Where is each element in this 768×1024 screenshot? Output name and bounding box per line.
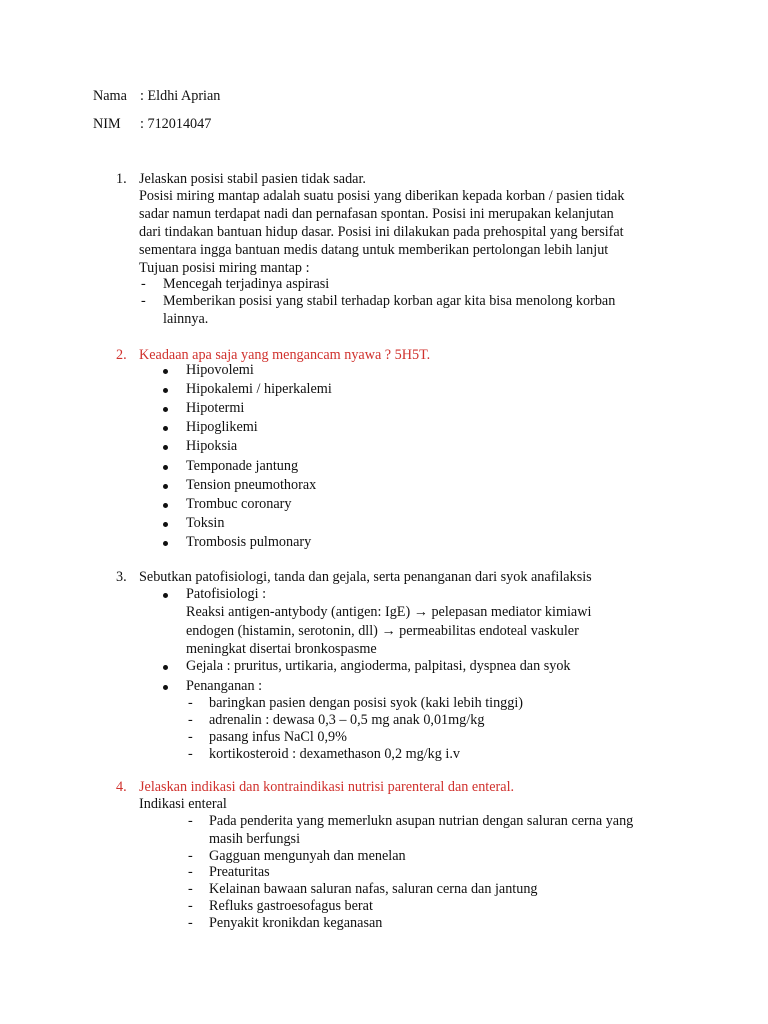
q3-pato-label: Patofisiologi :	[186, 586, 267, 602]
bullet-icon	[163, 388, 168, 393]
dash-mark: -	[188, 881, 193, 897]
dash-mark: -	[188, 898, 193, 914]
bullet-icon	[163, 503, 168, 508]
dash-mark: -	[188, 848, 193, 864]
bullet-icon	[163, 465, 168, 470]
q2-bullet-item: Hipoksia	[186, 438, 238, 454]
q4-item-cont: masih berfungsi	[209, 831, 301, 847]
q3-number: 3.	[116, 569, 127, 585]
nim-value: : 712014047	[140, 116, 212, 132]
q2-bullet-item: Toksin	[186, 515, 225, 531]
q2-bullet-item: Trombosis pulmonary	[186, 534, 312, 550]
dash-mark: -	[188, 712, 193, 728]
q1-para-line: sadar namun terdapat nadi dan pernafasan spontan. Posisi ini merupakan kelanjutan	[139, 206, 614, 222]
q4-subheading: Indikasi enteral	[139, 796, 227, 812]
q3-gejala: Gejala : pruritus, urtikaria, angioderma, palpitasi, dyspnea dan syok	[186, 658, 571, 674]
q4-question: Jelaskan indikasi dan kontraindikasi nutrisi parenteral dan enteral.	[139, 779, 515, 795]
bullet-icon	[163, 685, 168, 690]
q1-para-line: Posisi miring mantap adalah suatu posisi yang diberikan kepada korban / pasien tidak	[139, 188, 625, 204]
dash-mark: -	[141, 276, 146, 292]
q4-item: Preaturitas	[209, 864, 270, 880]
q3-penanganan-item: kortikosteroid : dexamethason 0,2 mg/kg i.v	[209, 746, 461, 762]
q2-bullet-item: Hipokalemi / hiperkalemi	[186, 381, 332, 397]
q1-dash-item-cont: lainnya.	[163, 311, 209, 327]
dash-mark: -	[188, 695, 193, 711]
bullet-icon	[163, 541, 168, 546]
bullet-icon	[163, 407, 168, 412]
q3-question: Sebutkan patofisiologi, tanda dan gejala, serta penanganan dari syok anafilaksis	[139, 569, 592, 585]
bullet-icon	[163, 665, 168, 670]
q4-item: Refluks gastroesofagus berat	[209, 898, 373, 914]
q3-penanganan-item: adrenalin : dewasa 0,3 – 0,5 mg anak 0,01mg/kg	[209, 712, 485, 728]
q2-bullet-item: Hipotermi	[186, 400, 245, 416]
q4-item: Pada penderita yang memerlukn asupan nutrian dengan saluran cerna yang	[209, 813, 634, 829]
q4-item: Kelainan bawaan saluran nafas, saluran cerna dan jantung	[209, 881, 538, 897]
bullet-icon	[163, 369, 168, 374]
q1-dash-item: Memberikan posisi yang stabil terhadap korban agar kita bisa menolong korban	[163, 293, 616, 309]
q1-para-line: dari tindakan bantuan hidup dasar. Posisi ini dilakukan pada prehospital yang bersifat	[139, 224, 624, 240]
dash-mark: -	[188, 746, 193, 762]
q3-penanganan-item: pasang infus NaCl 0,9%	[209, 729, 347, 745]
q2-question: Keadaan apa saja yang mengancam nyawa ? 5H5T.	[139, 347, 431, 363]
q3-penanganan-label: Penanganan :	[186, 678, 263, 694]
dash-mark: -	[188, 864, 193, 880]
bullet-icon	[163, 593, 168, 598]
q4-item: Penyakit kronikdan keganasan	[209, 915, 383, 931]
nama-label: Nama	[93, 88, 127, 104]
q2-bullet-item: Trombuc coronary	[186, 496, 292, 512]
q1-dash-item: Mencegah terjadinya aspirasi	[163, 276, 330, 292]
q2-number: 2.	[116, 347, 127, 363]
q4-number: 4.	[116, 779, 127, 795]
dash-mark: -	[188, 813, 193, 829]
q2-bullet-item: Hipoglikemi	[186, 419, 258, 435]
nim-label: NIM	[93, 116, 121, 132]
q1-question: Jelaskan posisi stabil pasien tidak sadar.	[139, 171, 366, 187]
dash-mark: -	[141, 293, 146, 309]
bullet-icon	[163, 484, 168, 489]
q1-para-line: sementara ingga bantuan medis datang untuk memberikan pertolongan lebih lanjut	[139, 242, 609, 258]
q3-penanganan-item: baringkan pasien dengan posisi syok (kaki lebih tinggi)	[209, 695, 524, 711]
q2-bullet-item: Tension pneumothorax	[186, 477, 317, 493]
nama-value: : Eldhi Aprian	[140, 88, 221, 104]
q2-bullet-item: Hipovolemi	[186, 362, 254, 378]
q1-number: 1.	[116, 171, 127, 187]
q2-bullet-item: Temponade jantung	[186, 458, 299, 474]
dash-mark: -	[188, 729, 193, 745]
q1-para-line: Tujuan posisi miring mantap :	[139, 260, 310, 276]
q3-pato-line: Reaksi antigen-antybody (antigen: IgE) → pelepasan mediator kimiawi	[186, 604, 592, 620]
dash-mark: -	[188, 915, 193, 931]
bullet-icon	[163, 426, 168, 431]
q4-item: Gagguan mengunyah dan menelan	[209, 848, 406, 864]
bullet-icon	[163, 522, 168, 527]
q3-pato-line: endogen (histamin, serotonin, dll) → permeabilitas endoteal vaskuler	[186, 623, 579, 639]
q3-pato-line: meningkat disertai bronkospasme	[186, 641, 377, 657]
bullet-icon	[163, 445, 168, 450]
